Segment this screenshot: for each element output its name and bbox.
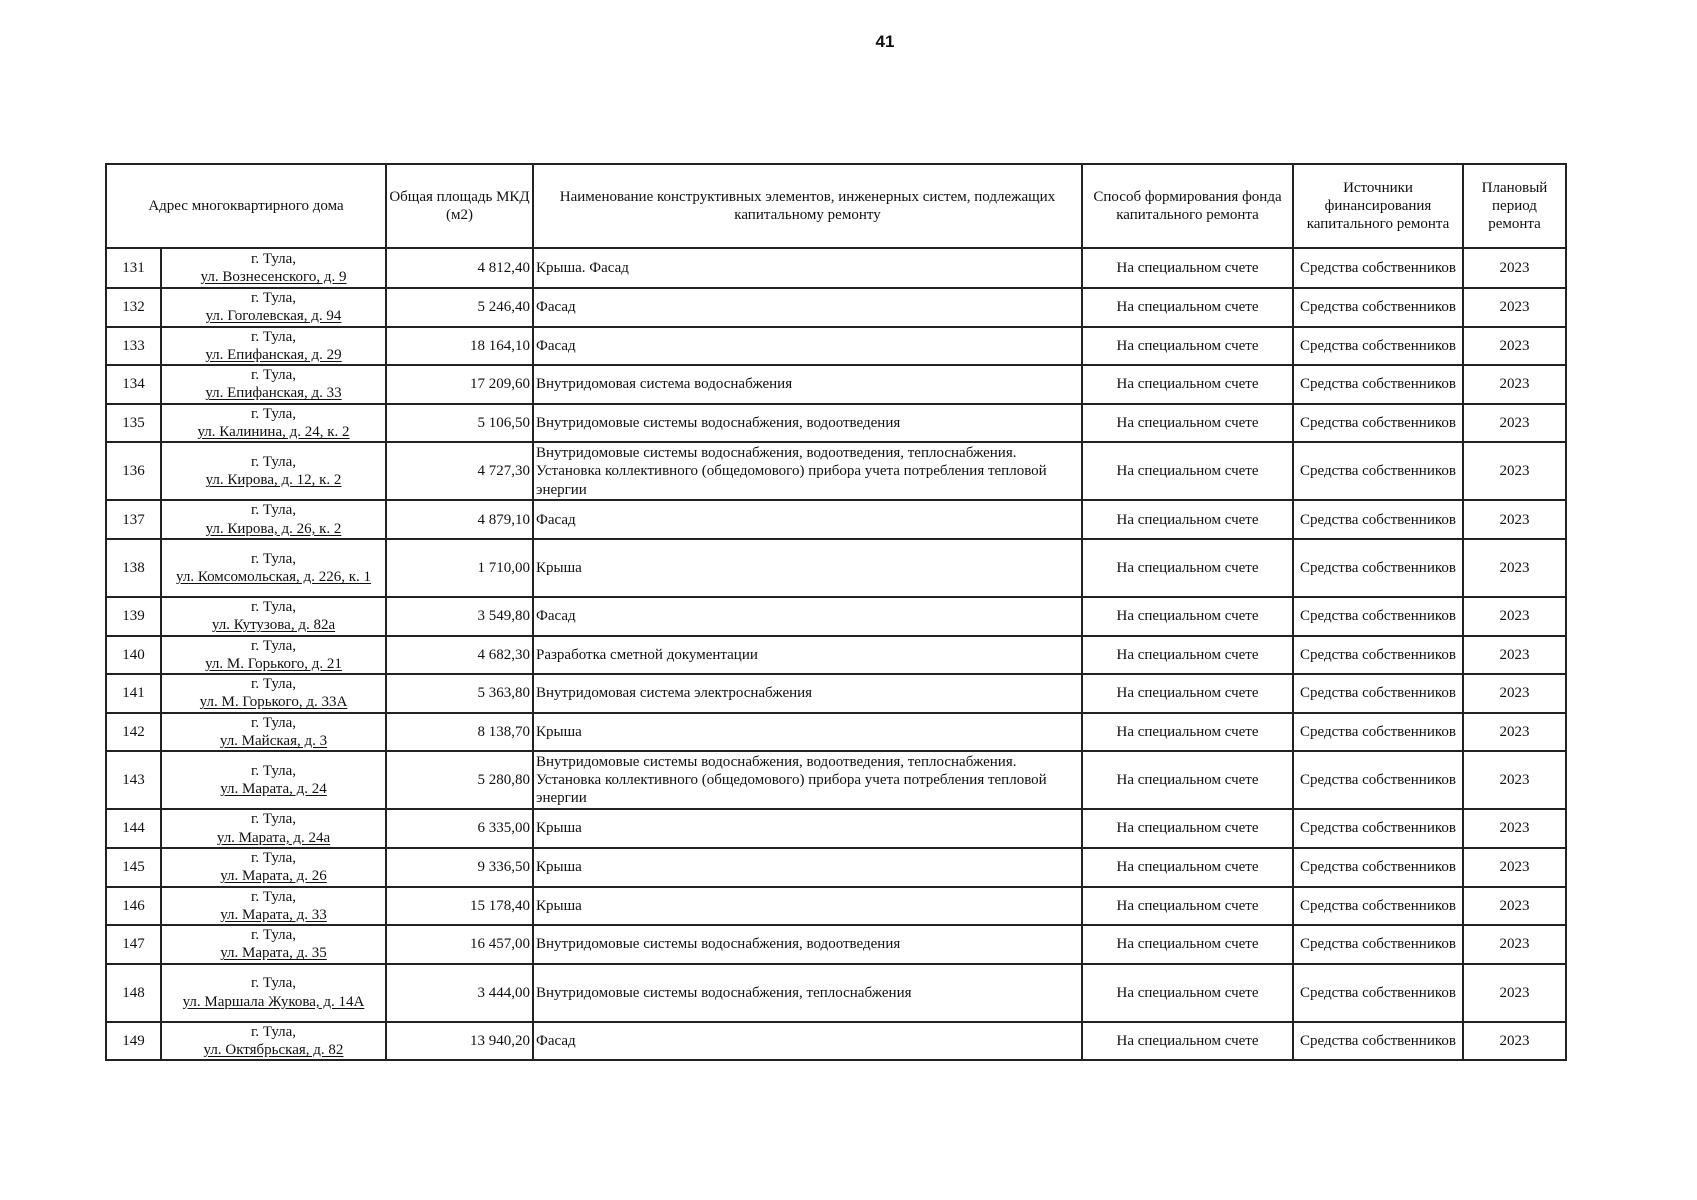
row-address	[161, 442, 386, 500]
table-header	[106, 164, 1566, 248]
row-method: На специальном счете	[1082, 848, 1293, 887]
row-address	[161, 500, 386, 539]
row-number: 133	[106, 327, 161, 366]
row-work: Фасад	[533, 327, 1082, 366]
table-row	[106, 1022, 1566, 1061]
row-source: Средства собственников	[1293, 636, 1463, 675]
table-row	[106, 248, 1566, 288]
row-method: На специальном счете	[1082, 1022, 1293, 1061]
row-number: 140	[106, 636, 161, 675]
address-street: ул. Марата, д. 33	[220, 906, 327, 923]
row-period: 2023	[1463, 713, 1566, 752]
table-row	[106, 636, 1566, 675]
row-address	[161, 248, 386, 288]
address-street: ул. Октябрьская, д. 82	[203, 1042, 344, 1059]
row-area: 4 727,30	[386, 442, 533, 500]
row-work: Внутридомовые системы водоснабжения, водоотведения	[533, 404, 1082, 443]
row-number: 141	[106, 674, 161, 713]
row-source: Средства собственников	[1293, 327, 1463, 366]
row-method: На специальном счете	[1082, 809, 1293, 848]
row-work: Внутридомовые системы водоснабжения, водоотведения	[533, 925, 1082, 964]
header-work: Наименование конструктивных элементов, инженерных систем, подлежащих капитальному ремонту	[533, 164, 1082, 248]
row-method: На специальном счете	[1082, 539, 1293, 597]
address-street: ул. Маршала Жукова, д. 14А	[182, 993, 365, 1010]
row-number: 146	[106, 887, 161, 926]
row-method: На специальном счете	[1082, 964, 1293, 1022]
address-city: г. Тула,	[250, 927, 297, 944]
address-city: г. Тула,	[250, 328, 297, 345]
row-period: 2023	[1463, 597, 1566, 636]
row-number: 149	[106, 1022, 161, 1061]
row-address	[161, 713, 386, 752]
row-source: Средства собственников	[1293, 925, 1463, 964]
row-source: Средства собственников	[1293, 809, 1463, 848]
row-period: 2023	[1463, 404, 1566, 443]
row-area: 5 363,80	[386, 674, 533, 713]
row-area: 5 280,80	[386, 751, 533, 809]
row-area: 16 457,00	[386, 925, 533, 964]
table-row	[106, 327, 1566, 366]
table-row	[106, 365, 1566, 404]
row-period: 2023	[1463, 288, 1566, 327]
row-source: Средства собственников	[1293, 500, 1463, 539]
table-row	[106, 713, 1566, 752]
row-source: Средства собственников	[1293, 597, 1463, 636]
row-period: 2023	[1463, 327, 1566, 366]
address-city: г. Тула,	[250, 811, 297, 828]
row-method: На специальном счете	[1082, 442, 1293, 500]
row-work: Фасад	[533, 1022, 1082, 1061]
address-city: г. Тула,	[250, 550, 297, 567]
row-work: Фасад	[533, 597, 1082, 636]
header-period: Плановый период ремонта	[1463, 164, 1566, 248]
row-number: 143	[106, 751, 161, 809]
row-number: 148	[106, 964, 161, 1022]
table-row	[106, 848, 1566, 887]
row-method: На специальном счете	[1082, 288, 1293, 327]
address-city: г. Тула,	[250, 250, 297, 267]
row-address	[161, 809, 386, 848]
table-row	[106, 751, 1566, 809]
row-period: 2023	[1463, 887, 1566, 926]
address-street: ул. Епифанская, д. 29	[205, 346, 342, 363]
row-area: 9 336,50	[386, 848, 533, 887]
row-period: 2023	[1463, 964, 1566, 1022]
address-city: г. Тула,	[250, 1023, 297, 1040]
row-work: Внутридомовые системы водоснабжения, теплоснабжения	[533, 964, 1082, 1022]
row-period: 2023	[1463, 636, 1566, 675]
row-work: Разработка сметной документации	[533, 636, 1082, 675]
row-source: Средства собственников	[1293, 1022, 1463, 1061]
row-area: 8 138,70	[386, 713, 533, 752]
row-source: Средства собственников	[1293, 442, 1463, 500]
address-street: ул. Марата, д. 35	[220, 945, 327, 962]
row-area: 5 106,50	[386, 404, 533, 443]
row-method: На специальном счете	[1082, 365, 1293, 404]
address-street: ул. Марата, д. 24	[220, 781, 327, 798]
table-row	[106, 442, 1566, 500]
row-period: 2023	[1463, 442, 1566, 500]
address-city: г. Тула,	[250, 888, 297, 905]
row-number: 139	[106, 597, 161, 636]
row-period: 2023	[1463, 500, 1566, 539]
row-area: 3 444,00	[386, 964, 533, 1022]
row-address	[161, 751, 386, 809]
row-address	[161, 539, 386, 597]
address-street: ул. Кирова, д. 12, к. 2	[205, 472, 342, 489]
row-work: Крыша	[533, 713, 1082, 752]
row-method: На специальном счете	[1082, 674, 1293, 713]
address-street: ул. Калинина, д. 24, к. 2	[197, 424, 350, 441]
row-source: Средства собственников	[1293, 964, 1463, 1022]
row-number: 144	[106, 809, 161, 848]
row-method: На специальном счете	[1082, 636, 1293, 675]
address-street: ул. М. Горького, д. 33А	[199, 694, 348, 711]
row-number: 147	[106, 925, 161, 964]
row-address	[161, 288, 386, 327]
address-city: г. Тула,	[250, 367, 297, 384]
row-method: На специальном счете	[1082, 751, 1293, 809]
row-area: 4 879,10	[386, 500, 533, 539]
row-method: На специальном счете	[1082, 327, 1293, 366]
row-address	[161, 925, 386, 964]
table-row	[106, 500, 1566, 539]
row-address	[161, 964, 386, 1022]
header-area: Общая площадь МКД (м2)	[386, 164, 533, 248]
row-area: 13 940,20	[386, 1022, 533, 1061]
row-number: 136	[106, 442, 161, 500]
row-source: Средства собственников	[1293, 288, 1463, 327]
row-area: 4 682,30	[386, 636, 533, 675]
row-area: 6 335,00	[386, 809, 533, 848]
row-period: 2023	[1463, 365, 1566, 404]
row-method: На специальном счете	[1082, 713, 1293, 752]
row-source: Средства собственников	[1293, 365, 1463, 404]
row-number: 134	[106, 365, 161, 404]
row-address	[161, 636, 386, 675]
row-address	[161, 848, 386, 887]
row-source: Средства собственников	[1293, 848, 1463, 887]
row-work: Фасад	[533, 500, 1082, 539]
row-work: Крыша. Фасад	[533, 248, 1082, 288]
row-area: 4 812,40	[386, 248, 533, 288]
address-street: ул. Майская, д. 3	[219, 733, 328, 750]
page-number: 41	[875, 32, 895, 51]
address-city: г. Тула,	[250, 763, 297, 780]
address-street: ул. Комсомольская, д. 226, к. 1	[176, 568, 371, 585]
row-number: 131	[106, 248, 161, 288]
row-number: 138	[106, 539, 161, 597]
row-number: 145	[106, 848, 161, 887]
row-source: Средства собственников	[1293, 887, 1463, 926]
row-period: 2023	[1463, 1022, 1566, 1061]
row-work: Фасад	[533, 288, 1082, 327]
row-address	[161, 365, 386, 404]
row-address	[161, 404, 386, 443]
table-row	[106, 288, 1566, 327]
address-city: г. Тула,	[250, 502, 297, 519]
address-city: г. Тула,	[250, 849, 297, 866]
row-area: 5 246,40	[386, 288, 533, 327]
row-number: 142	[106, 713, 161, 752]
row-number: 135	[106, 404, 161, 443]
row-number: 132	[106, 288, 161, 327]
table-row	[106, 539, 1566, 597]
address-city: г. Тула,	[250, 676, 297, 693]
address-street: ул. Епифанская, д. 33	[205, 385, 342, 402]
table-body	[106, 248, 1566, 1060]
row-area: 15 178,40	[386, 887, 533, 926]
header-row	[106, 164, 1566, 248]
table-row	[106, 809, 1566, 848]
row-address	[161, 597, 386, 636]
row-area: 3 549,80	[386, 597, 533, 636]
address-city: г. Тула,	[250, 405, 297, 422]
address-street: ул. Гоголевская, д. 94	[205, 308, 342, 325]
row-work: Крыша	[533, 887, 1082, 926]
row-period: 2023	[1463, 925, 1566, 964]
address-street: ул. Марата, д. 26	[220, 868, 327, 885]
row-number: 137	[106, 500, 161, 539]
table-row	[106, 925, 1566, 964]
address-city: г. Тула,	[250, 290, 297, 306]
row-method: На специальном счете	[1082, 597, 1293, 636]
address-city: г. Тула,	[250, 637, 297, 654]
row-source: Средства собственников	[1293, 674, 1463, 713]
address-street: ул. Кутузова, д. 82а	[211, 617, 336, 634]
row-area: 1 710,00	[386, 539, 533, 597]
row-method: На специальном счете	[1082, 500, 1293, 539]
row-address	[161, 327, 386, 366]
row-period: 2023	[1463, 539, 1566, 597]
row-source: Средства собственников	[1293, 751, 1463, 809]
address-street: ул. Вознесенского, д. 9	[200, 269, 347, 285]
table-row	[106, 964, 1566, 1022]
row-method: На специальном счете	[1082, 404, 1293, 443]
address-city: г. Тула,	[250, 598, 297, 615]
row-work: Крыша	[533, 848, 1082, 887]
row-work: Внутридомовая система электроснабжения	[533, 674, 1082, 713]
table-row	[106, 404, 1566, 443]
row-address	[161, 674, 386, 713]
address-city: г. Тула,	[250, 975, 297, 992]
row-work: Крыша	[533, 809, 1082, 848]
address-city: г. Тула,	[250, 454, 297, 471]
row-method: На специальном счете	[1082, 925, 1293, 964]
row-address	[161, 887, 386, 926]
row-source: Средства собственников	[1293, 713, 1463, 752]
row-period: 2023	[1463, 809, 1566, 848]
row-area: 18 164,10	[386, 327, 533, 366]
row-work: Внутридомовые системы водоснабжения, водоотведения, теплоснабжения. Установка коллективного (общедомового) прибора учета потребления тепловой энергии	[533, 751, 1082, 809]
address-city: г. Тула,	[250, 714, 297, 731]
header-method: Способ формирования фонда капитального ремонта	[1082, 164, 1293, 248]
address-street: ул. Кирова, д. 26, к. 2	[205, 520, 342, 537]
address-street: ул. М. Горького, д. 21	[205, 655, 342, 672]
address-street: ул. Марата, д. 24а	[216, 829, 331, 846]
row-period: 2023	[1463, 674, 1566, 713]
row-method: На специальном счете	[1082, 887, 1293, 926]
row-method: На специальном счете	[1082, 248, 1293, 288]
row-source: Средства собственников	[1293, 539, 1463, 597]
header-source: Источники финансирования капитального ремонта	[1293, 164, 1463, 248]
row-period: 2023	[1463, 848, 1566, 887]
row-source: Средства собственников	[1293, 404, 1463, 443]
row-work: Внутридомовые системы водоснабжения, водоотведения, теплоснабжения. Установка коллективного (общедомового) прибора учета потребления тепловой энергии	[533, 442, 1082, 500]
row-period: 2023	[1463, 751, 1566, 809]
table-row	[106, 674, 1566, 713]
row-work: Крыша	[533, 539, 1082, 597]
row-area: 17 209,60	[386, 365, 533, 404]
table-row	[106, 887, 1566, 926]
table-row	[106, 597, 1566, 636]
row-address	[161, 1022, 386, 1061]
row-work: Внутридомовая система водоснабжения	[533, 365, 1082, 404]
repair-registry-table	[105, 163, 1567, 1061]
header-address: Адрес многоквартирного дома	[106, 164, 386, 248]
row-period: 2023	[1463, 248, 1566, 288]
row-source: Средства собственников	[1293, 248, 1463, 288]
